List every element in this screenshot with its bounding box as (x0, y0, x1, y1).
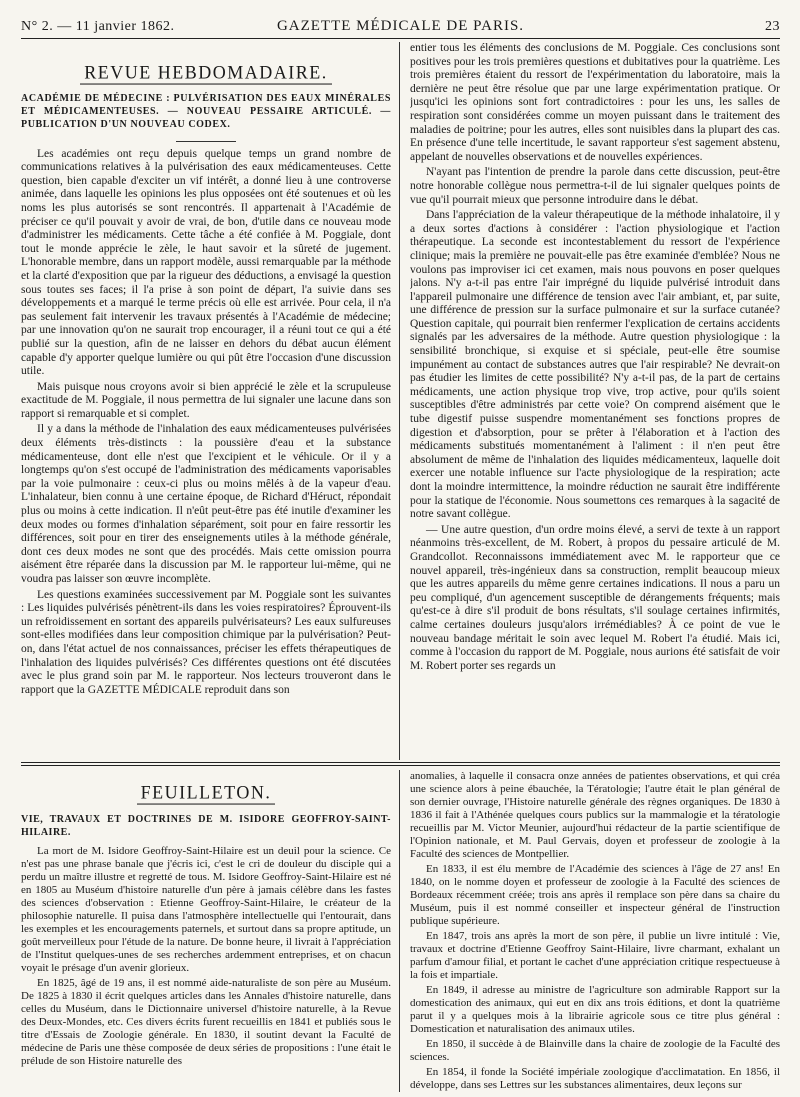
summary-divider (176, 141, 236, 142)
feuilleton-right-column (410, 770, 780, 1092)
feuilleton-right-paragraph: anomalies, à laquelle il consacra onze années de patientes observations, et qui créa une science alors à peine ébauchée, la Tératologie; l'autre était le plan général de son dernier ouvrage, l'Histoire naturelle générale des règnes organiques. De 1830 à 1836 il fait à l'Athénée quelques cours publics sur la mammalogie et la tératologie recueillis par M. Victor Meunier, aujourd'hui rédacteur de la partie scientifique de l'Opinion nationale, et M. Paul Gervais, doyen et professeur de zoologie à la Faculté des sciences de Montpellier. (410, 770, 780, 860)
feuilleton-subtitle: VIE, TRAVAUX ET DOCTRINES DE M. ISIDORE GEOFFROY-SAINT-HILAIRE. (21, 814, 391, 838)
page-number: 23 (765, 19, 780, 34)
header-rule (21, 38, 780, 39)
column-divider (399, 770, 400, 1092)
revue-right-column (410, 42, 780, 757)
feuilleton-left-paragraph: En 1825, âgé de 19 ans, il est nommé aide-naturaliste de son père au Muséum. De 1825 à 1830 il écrit quelques articles dans les Annales d'histoire naturelle, dans celles du Muséum, dans le Dictionnaire universel d'histoire naturelle, à la Revue des Deux-Mondes, etc. Ces divers écrits furent recueillis en 1841 et publiés sous le titre d'Essais de Zoologie générale. En 1830, il soutint devant la Faculté de médecine de Paris une thèse composée de deux séries de propositions : l'une était le prélude de son Histoire naturelle des (21, 977, 391, 1067)
feuilleton-right-paragraph: En 1850, il succède à de Blainville dans la chaire de zoologie de la Faculté des sciences. (410, 1038, 780, 1063)
feuilleton-top-rule-2 (21, 765, 780, 766)
issue-date: N° 2. — 11 janvier 1862. (21, 19, 175, 34)
feuilleton-right-paragraph: En 1849, il adresse au ministre de l'agriculture son admirable Rapport sur la domestication des animaux, qui eut en dix ans trois éditions, et dont la quatrième parut il y a quelques mois à la librairie agricole sous ce titre plus général : Domestication et naturalisation des animaux utiles. (410, 984, 780, 1035)
feuilleton-right-paragraph: En 1833, il est élu membre de l'Académie des sciences à l'âge de 27 ans! En 1840, on le nomme doyen et professeur de zoologie à la Faculté des sciences de Bordeaux récemment créée; trois ans après il remplace son père dans sa chaire du Muséum, puis il est nommé conseiller et inspecteur général de l'instruction publique supérieure. (410, 863, 780, 927)
column-divider (399, 42, 400, 760)
revue-right-paragraph: N'ayant pas l'intention de prendre la parole dans cette discussion, peut-être notre honorable collègue nous permettra-t-il de lui signaler quelques points de vue qu'il pourrait mieux que personne introduire dans le débat. (410, 166, 780, 206)
revue-left-paragraph: Mais puisque nous croyons avoir si bien apprécié le zèle et la scrupuleuse exactitude de M. Poggiale, il nous permettra de lui signaler une lacune dans son rapport si remarquable et si complet. (21, 380, 391, 420)
journal-title: GAZETTE MÉDICALE DE PARIS. (276, 18, 525, 34)
revue-left-paragraph: Les académies ont reçu depuis quelque temps un grand nombre de communications relatives à la pulvérisation des eaux médicamenteuses. Cette question, bien capable d'exciter un vif intérêt, a donné lieu à une controverse animée, dans laquelle les opinions les plus opposées ont été soutenues et où les noms les plus autorisés se sont rencontrés. Il appartenait à l'Académie de préciser ce qu'il pouvait y avoir de vrai, de bon, d'utile dans ce nouveau mode d'administrer les médicaments. Cette tâche a été confiée à M. Poggiale, dont tout le monde apprécie le zèle, le haut savoir et la sûreté de jugement. L'honorable membre, dans un rapport modèle, aussi remarquable par la méthode et la clarté d'exposition que par la rigueur des déductions, a envisagé la question sous toutes ses faces; il l'a prise à son point de départ, l'a suivie dans ses développements et a marqué le terme précis où elle est arrivée. Pour cela, il n'a pas seulement fait intervenir les travaux présentés à l'Académie de médecine; par une innovation qu'on ne saurait trop encourager, il a réuni tout ce qui a été publié sur la question, afin de ne laisser en dehors du débat aucun élément capable d'y apporter quelque lumière ou qui pût être l'occasion d'une discussion utile. (21, 147, 391, 378)
running-header (21, 13, 780, 35)
feuilleton-right-paragraph: En 1847, trois ans après la mort de son père, il publie un livre intitulé : Vie, travaux et doctrine d'Etienne Geoffroy Saint-Hilaire, livre charmant, exhalant un parfum d'amour filial, et portant le cachet d'une appréciation critique respectueuse à la fois et impartiale. (410, 930, 780, 981)
feuilleton-title: FEUILLETON. (21, 786, 391, 800)
revue-summary: ACADÉMIE DE MÉDECINE : PULVÉRISATION DES EAUX MINÉRALES ET MÉDICAMENTEUSES. — NOUVEAU PESSAIRE ARTICULÉ. — PUBLICATION D'UN NOUVEAU CODEX. (21, 92, 391, 130)
feuilleton-columns (21, 770, 780, 1092)
revue-columns (21, 42, 780, 757)
revue-right-paragraph: entier tous les éléments des conclusions de M. Poggiale. Ces conclusions sont positives pour les trois premières questions et dubitatives pour la quatrième. Les trois premières étaient du ressort de l'expérimentation du laboratoire, mais la dernière ne peut être résolue que par une large expérimentation pratique. Or jusqu'ici les opinions sont fort contradictoires : pour les uns, les salles de respiration sont considérées comme un moyen puissant dans le traitement des maladies de poitrine; pour les autres, elles sont nuisibles dans la plupart des cas. En présence d'une telle incertitude, le savant rapporteur s'est sagement abstenu, appelant de nouvelles observations et de nouvelles expériences. (410, 42, 780, 163)
revue-left-paragraph: Il y a dans la méthode de l'inhalation des eaux médicamenteuses pulvérisées deux éléments très-distincts : la poussière d'eau et la substance médicamenteuse, dont elle n'est que l'excipient et le véhicule. Or il y a longtemps qu'on s'est occupé de l'administration des médicaments vaporisables par la voie pulmonaire : ceux-ci plus ou moins mêlés à de la vapeur d'eau. L'inhalateur, bien connu à une certaine époque, de Richard d'Héruct, répondait plus ou moins à cette indication. Il n'eût peut-être pas été inutile d'examiner les deux modes ou formes d'inhalation séparément, soit pour en faire ressortir les différences, soit pour en tirer des enseignements utiles à la méthode générale, dont ces deux modes ne sont que des procédés. Mais cette omission pourra aisément être réparée dans la discussion par M. le rapporteur lui-même, qui ne voudra pas laisser son œuvre incomplète. (21, 423, 391, 585)
revue-right-paragraph: Dans l'appréciation de la valeur thérapeutique de la méthode inhalatoire, il y a deux sortes d'actions à considérer : l'action physiologique et l'action thérapeutique. La seconde est incontestablement du ressort de l'expérience clinique; mais la première ne pouvait-elle pas être examinée d'emblée? Nous ne voulons pas improviser ici cet examen, mais nous pouvons en poser quelques jalons. N'y a-t-il pas entre l'air imprégné du liquide pulvérisé introduit dans l'appareil pulmonaire une différence de tension avec l'air ambiant, et, par suite, une différence de pression sur la surface pulmonaire et sur la surface cutanée? Question capitale, qui pourrait bien renfermer l'explication de certains accidents signalés par les adversaires de la méthode. Autre question physiologique : la sensibilité bronchique, si exquise et si spéciale, peut-elle être soumise impunément au contact de substances autres que l'air respirable? Ne devrait-on pas étudier les limites de cette possibilité? N'y a-t-il pas, de la part de certains médicaments, une action physique trop vive, trop active, pour qu'ils soient susceptibles d'être administrés par cette voie? On comprend aisément que le tube digestif puisse suspendre momentanément ses fonctions propres de digestion et d'absorption, pour se prêter à l'élaboration et à l'action des médicaments substitués momentanément à l'aliment : il n'en peut être absolument de même de l'inhalation des liquides médicamenteux, laquelle doit exercer une notable influence sur l'acte physiologique de la respiration; acte dont la moindre intermittence, la moindre réduction ne saurait être indifférente pour la statique de l'économie. Nous soumettons ces remarques à la sagacité de notre savant collègue. (410, 209, 780, 521)
revue-left-paragraph: Les questions examinées successivement par M. Poggiale sont les suivantes : Les liquides pulvérisés pénètrent-ils dans les voies respiratoires? Éprouvent-ils un refroidissement en sortant des appareils pulvérisateurs? Les eaux sulfureuses sont-elles modifiées dans leur composition chimique par la pulvérisation? Peut-on, dans l'état actuel de nos connaissances, préciser les effets thérapeutiques de l'inhalation des liquides pulvérisés? Ces différentes questions ont été discutées avec le plus grand soin par M. le rapporteur. Nos lecteurs trouveront dans le rapport que la GAZETTE MÉDICALE reproduit dans son (21, 588, 391, 696)
feuilleton-left-column (21, 770, 391, 1092)
revue-left-column (21, 42, 391, 757)
feuilleton-left-paragraph: La mort de M. Isidore Geoffroy-Saint-Hilaire est un deuil pour la science. Ce n'est pas une phrase banale que j'écris ici, c'est le cri de douleur du disciple qui a perdu un maître illustre et regretté de tous. M. Isidore Geoffroy-Saint-Hilaire est né en 1805 au Muséum d'histoire naturelle d'un père à jamais célèbre dans les fastes des sciences d'observation : Etienne Geoffroy-Saint-Hilaire, le créateur de la philosophie naturelle. Il puisa dans l'atmosphère intellectuelle qui l'entourait, dans les exemples et les encouragements paternels, et surtout dans sa propre aptitude, un goût merveilleux pour l'étude de la nature. De bonne heure, il livrait à l'appréciation de l'Institut quelques-unes de ses recherches ardemment entreprises, et on chacun voyait le présage d'un avenir glorieux. (21, 845, 391, 974)
revue-right-paragraph: — Une autre question, d'un ordre moins élevé, a servi de texte à un rapport néanmoins très-excellent, de M. Robert, à propos du pessaire articulé de M. Grandcollot. Reconnaissons immédiatement avec M. le rapporteur que ce nouvel appareil, très-ingénieux dans sa construction, remplit beaucoup mieux que les autres appareils du même genre certaines indications. Il nous a paru un peu compliqué, d'un agencement susceptible de dérangements fréquents; mais qu'est-ce à dire s'il produit de bons résultats, s'il soulage certaines infirmités, calme certaines douleurs jusqu'alors irrémédiables? À ce point de vue le nouveau bandage méritait le soin avec lequel M. Robert l'a étudié. Mais ici, comme à l'occasion du rapport de M. Poggiale, nous aurions été satisfait de voir M. Robert porter ses regards un (410, 523, 780, 672)
revue-title: REVUE HEBDOMADAIRE. (21, 66, 391, 80)
feuilleton-top-rule (21, 762, 780, 763)
feuilleton-right-paragraph: En 1854, il fonde la Société impériale zoologique d'acclimatation. En 1856, il développe, dans ses Lettres sur les substances alimentaires, deux leçons sur (410, 1066, 780, 1091)
